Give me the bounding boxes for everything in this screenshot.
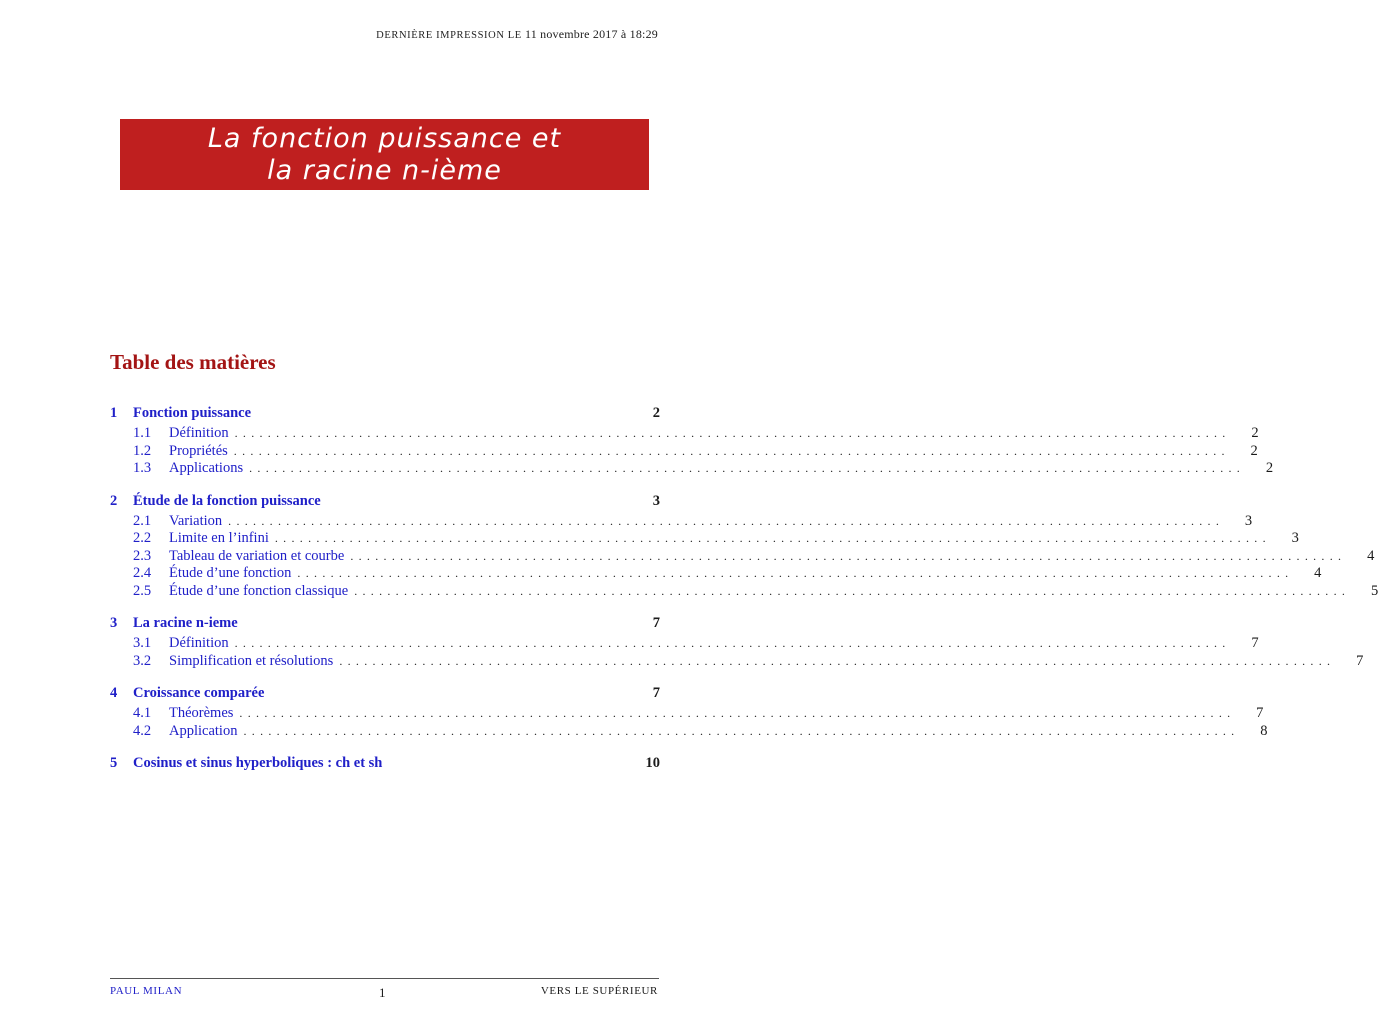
toc-page: 5 xyxy=(1370,582,1378,599)
toc-label: Limite en l’infini xyxy=(169,530,269,546)
toc-label: Propriétés xyxy=(169,442,228,459)
dot-leader: ........................................................................................................................ xyxy=(228,513,1225,528)
toc-number: 1.3 xyxy=(133,460,152,476)
dot-leader: ........................................................................................................................ xyxy=(234,426,1231,440)
title-line-1: La fonction puissance et xyxy=(207,122,562,154)
toc-number: 2.2 xyxy=(133,530,152,546)
toc-section-5 xyxy=(110,755,660,775)
toc-page: 4 xyxy=(1367,547,1375,564)
toc-section-4 xyxy=(110,685,1268,740)
toc-number: 2.4 xyxy=(133,565,152,581)
toc-subentry[interactable] xyxy=(110,547,1375,566)
toc-label: Fonction puissance xyxy=(133,405,252,421)
toc-page: 3 xyxy=(652,492,660,509)
toc-subentry[interactable] xyxy=(110,460,1274,478)
toc-page: 7 xyxy=(1256,705,1264,721)
toc-entry[interactable] xyxy=(110,405,660,425)
toc-subentry[interactable] xyxy=(110,705,1264,723)
toc-label: Définition xyxy=(169,425,229,441)
dot-leader: ........................................................................................................................ xyxy=(274,531,1271,545)
toc-number: 4.2 xyxy=(133,722,152,739)
dot-leader: ........................................................................................................................ xyxy=(243,723,1240,738)
toc-label: Étude d’une fonction classique xyxy=(169,582,349,599)
toc-number: 3.2 xyxy=(133,652,152,669)
dot-leader: ........................................................................................................................ xyxy=(234,636,1231,650)
print-time: 18:29 xyxy=(629,27,658,41)
dot-leader: ........................................................................................................................ xyxy=(249,461,1246,475)
table-of-contents xyxy=(110,405,1378,790)
toc-label: Application xyxy=(169,722,238,739)
toc-page: 2 xyxy=(1265,460,1274,476)
dot-leader: ........................................................................................................................ xyxy=(350,548,1347,563)
toc-number: 3.1 xyxy=(133,635,152,651)
footer-author[interactable]: PAUL MILAN xyxy=(110,985,183,997)
footer-divider xyxy=(110,978,659,979)
toc-section-3 xyxy=(110,615,1364,670)
toc-label: Définition xyxy=(169,635,229,651)
dot-leader: ........................................................................................................................ xyxy=(233,443,1230,458)
toc-page: 7 xyxy=(1251,635,1259,651)
toc-page: 3 xyxy=(1244,512,1253,529)
toc-entry[interactable] xyxy=(110,685,660,705)
toc-subentry[interactable] xyxy=(110,530,1299,548)
title-line-2: la racine n-ième xyxy=(267,154,502,186)
dot-leader: ........................................................................................................................ xyxy=(354,583,1351,598)
dot-leader: ........................................................................................................................ xyxy=(297,566,1294,580)
print-at: à xyxy=(620,27,627,41)
toc-number: 5 xyxy=(110,755,118,771)
toc-label: Cosinus et sinus hyperboliques : ch et sh xyxy=(133,755,383,771)
print-label: DERNIÈRE IMPRESSION LE xyxy=(376,30,522,41)
toc-subentry[interactable] xyxy=(110,512,1253,531)
toc-subentry[interactable] xyxy=(110,635,1259,653)
toc-subentry[interactable] xyxy=(110,565,1322,583)
toc-page: 10 xyxy=(645,755,660,771)
dot-leader: ........................................................................................................................ xyxy=(239,706,1236,720)
toc-label: Applications xyxy=(169,460,244,476)
toc-page: 2 xyxy=(1251,425,1259,441)
footer-page-number: 1 xyxy=(379,985,387,1000)
toc-number: 2 xyxy=(110,492,118,509)
toc-page: 7 xyxy=(652,685,660,701)
toc-page: 7 xyxy=(1356,652,1364,669)
print-date: 11 novembre 2017 xyxy=(524,27,618,41)
toc-number: 1 xyxy=(110,405,118,421)
toc-heading: Table des matières xyxy=(110,350,276,374)
toc-page: 2 xyxy=(1250,442,1258,459)
toc-page: 8 xyxy=(1260,722,1268,739)
toc-label: Variation xyxy=(169,512,223,529)
toc-number: 2.3 xyxy=(133,547,152,564)
toc-page: 7 xyxy=(652,615,660,631)
toc-number: 4 xyxy=(110,685,118,701)
toc-label: Étude d’une fonction xyxy=(169,565,292,581)
toc-entry[interactable] xyxy=(110,755,660,775)
toc-page: 3 xyxy=(1291,530,1299,546)
toc-number: 2.1 xyxy=(133,512,152,529)
print-date-header xyxy=(376,27,658,42)
document-title-banner xyxy=(120,119,649,190)
toc-subentry[interactable] xyxy=(110,425,1259,443)
toc-number: 1.1 xyxy=(133,425,152,441)
toc-label: Croissance comparée xyxy=(133,685,265,701)
toc-subentry[interactable] xyxy=(110,652,1364,671)
toc-number: 2.5 xyxy=(133,582,152,599)
footer-note: VERS LE SUPÉRIEUR xyxy=(540,985,658,997)
toc-label: La racine n-ieme xyxy=(133,615,238,631)
toc-subentry[interactable] xyxy=(110,442,1258,461)
toc-section-2 xyxy=(110,492,1378,601)
toc-number: 3 xyxy=(110,615,118,631)
toc-page: 2 xyxy=(652,405,660,421)
toc-label: Étude de la fonction puissance xyxy=(133,492,321,509)
toc-section-1 xyxy=(110,405,1274,478)
toc-label: Simplification et résolutions xyxy=(169,652,334,669)
toc-page: 4 xyxy=(1314,565,1322,581)
toc-number: 4.1 xyxy=(133,705,152,721)
toc-subentry[interactable] xyxy=(110,582,1378,601)
dot-leader: ........................................................................................................................ xyxy=(339,653,1336,668)
toc-subentry[interactable] xyxy=(110,722,1268,741)
toc-entry[interactable] xyxy=(110,615,660,635)
toc-number: 1.2 xyxy=(133,442,152,459)
toc-label: Théorèmes xyxy=(169,705,234,721)
toc-label: Tableau de variation et courbe xyxy=(169,547,345,564)
toc-entry[interactable] xyxy=(110,493,660,513)
